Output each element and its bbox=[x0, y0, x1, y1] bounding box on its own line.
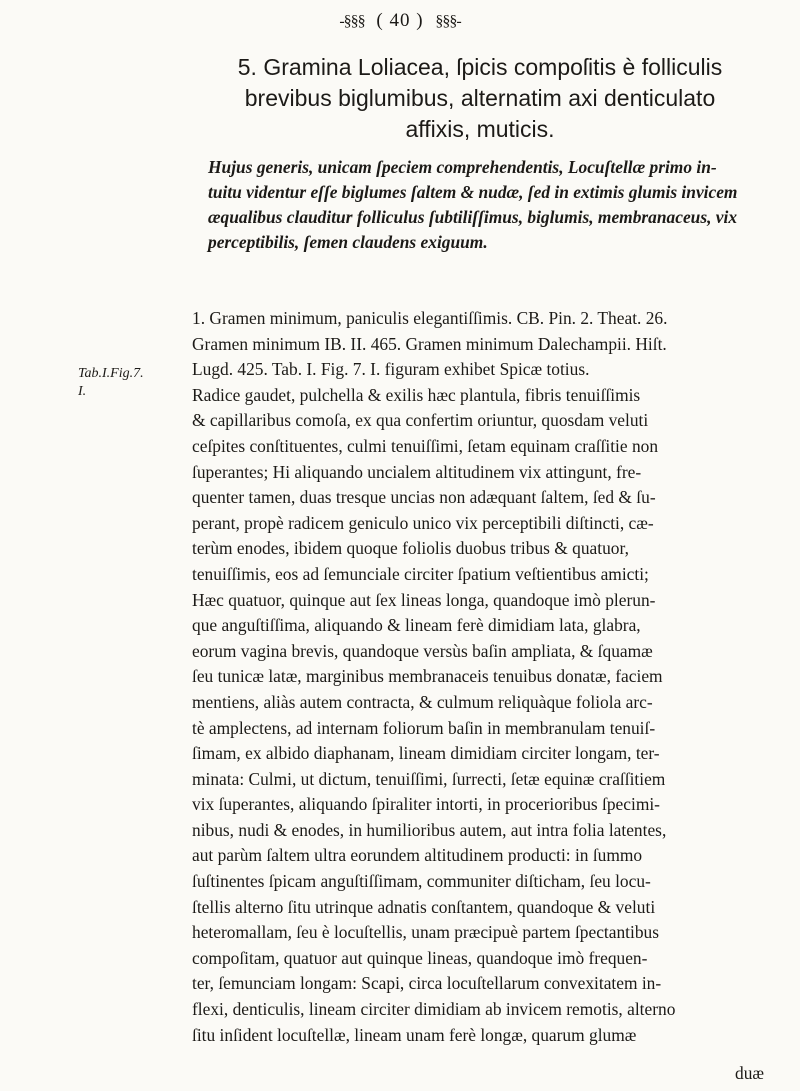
body-line: flexi, denticulis, lineam circiter dimidiam ab invicem remotis, alterno bbox=[192, 999, 676, 1020]
body-line: perant, propè radicem geniculo unico vix perceptibili diſtincti, cæ- bbox=[192, 512, 654, 533]
body-line: Hæc quatuor, quinque aut ſex lineas longa, quandoque imò plerun- bbox=[192, 589, 656, 610]
heading-line: brevibus biglumibus, alternatim axi denticulato bbox=[244, 85, 716, 111]
body-text bbox=[192, 306, 784, 1048]
body-line: Radice gaudet, pulchella & exilis hæc plantula, fibris tenuiſſimis bbox=[192, 384, 641, 405]
intro-line: perceptibilis, ſemen claudens exiguum. bbox=[208, 232, 488, 252]
body-line: & capillaribus comoſa, ex qua confertim oriuntur, quosdam veluti bbox=[192, 410, 649, 431]
body-line: ſuſtinentes ſpicam anguſtiſſimam, communiter diſticham, ſeu locu- bbox=[192, 871, 651, 892]
body-line: vix ſuperantes, aliquando ſpiraliter intorti, in procerioribus ſpecimi- bbox=[192, 794, 660, 815]
body-line: eorum vagina brevis, quandoque versùs baſin ampliata, & ſquamæ bbox=[192, 640, 653, 661]
body-line: ter, ſemunciam longam: Scapi, circa locuſtellarum convexitatem in- bbox=[192, 973, 662, 994]
section-heading bbox=[180, 52, 780, 145]
page-number: ( 40 ) bbox=[376, 10, 424, 31]
body-line: 1. Gramen minimum, paniculis elegantiſſimis. CB. Pin. 2. Theat. 26. bbox=[192, 308, 668, 328]
body-line: ſitu inſident locuſtellæ, lineam unam ferè longæ, quarum glumæ bbox=[192, 1024, 637, 1045]
body-line: quenter tamen, duas tresque uncias non adæquant ſaltem, ſed & ſu- bbox=[192, 487, 656, 508]
body-line: tè amplectens, ad internam foliorum baſin in membranulam tenuiſ- bbox=[192, 717, 656, 738]
body-line: nibus, nudi & enodes, in humilioribus autem, aut intra folia latentes, bbox=[192, 819, 667, 840]
body-line: ſuperantes; Hi aliquando uncialem altitudinem vix attingunt, fre- bbox=[192, 461, 642, 482]
body-line: Lugd. 425. Tab. I. Fig. 7. I. figuram exhibet Spicæ totius. bbox=[192, 359, 590, 380]
intro-line: æqualibus clauditur folliculus ſubtiliſſimus, biglumis, membranaceus, vix bbox=[208, 207, 738, 227]
margin-note-ref: Tab.I.Fig.7. bbox=[78, 366, 144, 381]
body-line: compoſitam, quatuor aut quinque lineas, quandoque imò frequen- bbox=[192, 947, 648, 968]
ornament-left: -§§§ bbox=[339, 13, 365, 30]
body-line: tenuiſſimis, eos ad ſemunciale circiter ſpatium veſtientibus amicti; bbox=[192, 563, 649, 584]
margin-note-num: I. bbox=[78, 384, 87, 399]
intro-line: tuitu videntur eſſe biglumes ſaltem & nudæ, ſed in extimis glumis invicem bbox=[208, 182, 738, 202]
ornament-right: §§§- bbox=[435, 13, 461, 30]
body-line: aut parùm ſaltem ultra eorundem altitudinem producti: in ſummo bbox=[192, 845, 643, 866]
body-line: minata: Culmi, ut dictum, tenuiſſimi, ſurrecti, ſetæ equinæ craſſitiem bbox=[192, 768, 666, 789]
heading-line: affixis, muticis. bbox=[405, 116, 555, 142]
catchword: duæ bbox=[735, 1063, 764, 1083]
heading-line: 5. Gramina Loliacea, ſpicis compoſitis è folliculis bbox=[237, 54, 723, 80]
margin-note bbox=[78, 365, 144, 401]
body-line: terùm enodes, ibidem quoque foliolis duobus tribus & quatuor, bbox=[192, 538, 629, 559]
page-header bbox=[0, 10, 800, 32]
body-line: ceſpites conſtituentes, culmi tenuiſſimi, ſetam equinam craſſitie non bbox=[192, 435, 659, 456]
intro-line: Hujus generis, unicam ſpeciem comprehendentis, Locuſtellæ primo in- bbox=[208, 157, 717, 177]
intro-paragraph bbox=[208, 155, 780, 255]
body-line: ſtellis alterno ſitu utrinque adnatis conſtantem, quandoque & veluti bbox=[192, 896, 656, 917]
body-line: Gramen minimum IB. II. 465. Gramen minimum Dalechampii. Hiſt. bbox=[192, 333, 667, 354]
body-line: heteromallam, ſeu è locuſtellis, unam præcipuè partem ſpectantibus bbox=[192, 922, 659, 943]
body-line: ſeu tunicæ latæ, marginibus membranaceis tenuibus donatæ, faciem bbox=[192, 666, 663, 687]
body-line: mentiens, aliàs autem contracta, & culmum reliquàque foliola arc- bbox=[192, 691, 653, 712]
body-line: que anguſtiſſima, aliquando & lineam ferè dimidiam lata, glabra, bbox=[192, 615, 641, 636]
body-line: ſimam, ex albido diaphanam, lineam dimidiam circiter longam, ter- bbox=[192, 743, 660, 764]
